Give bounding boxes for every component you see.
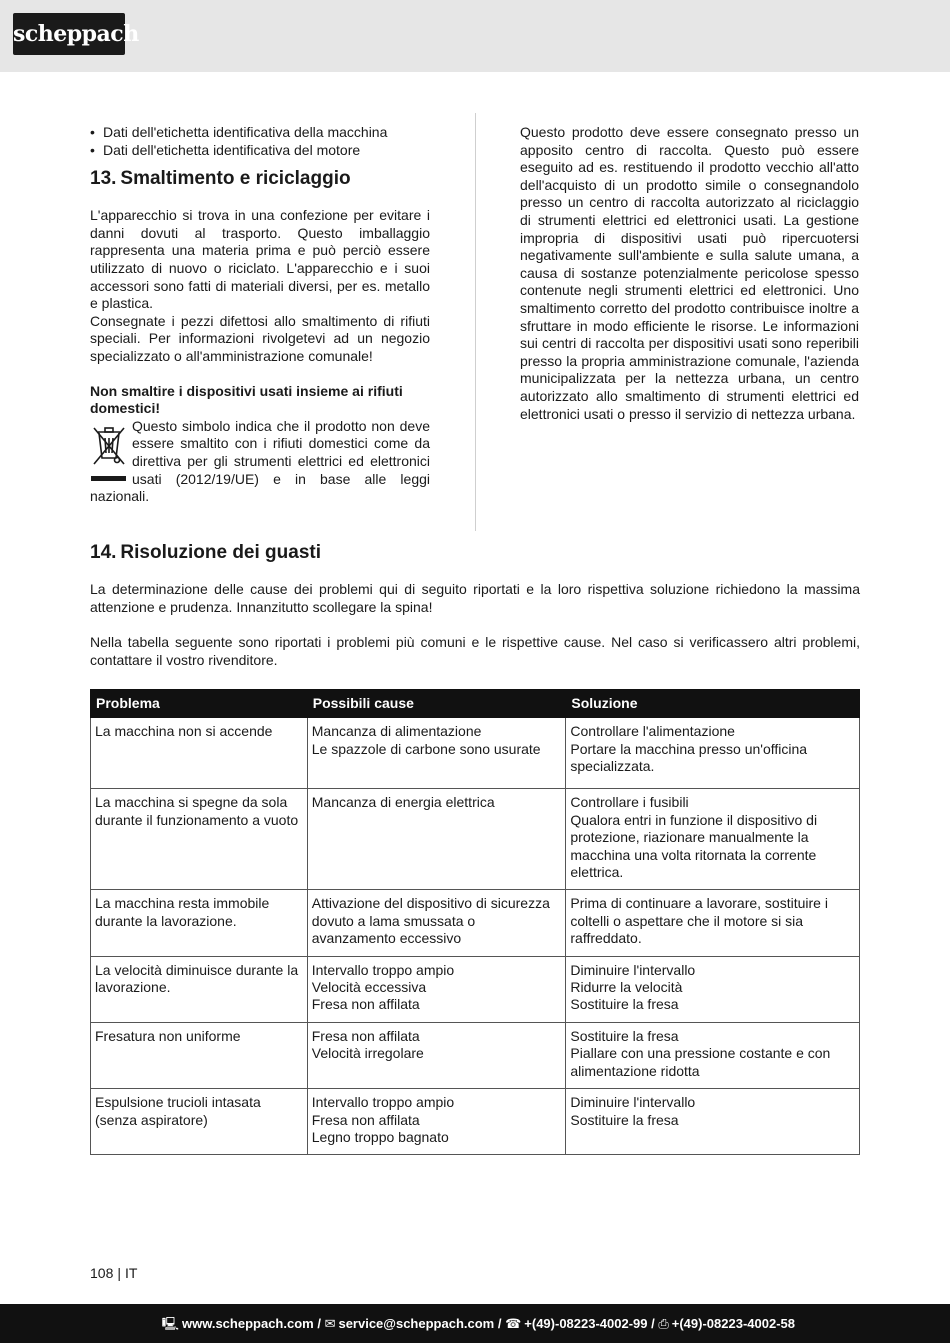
cell-causes [307, 956, 566, 1022]
cell-line: Velocità irregolare [311, 1045, 424, 1062]
cell-causes [307, 718, 566, 789]
cell-solution [566, 1089, 860, 1155]
cell-problem [91, 1089, 308, 1155]
footer-phone: +(49)-08223-4002-99 / [524, 1316, 655, 1331]
special-waste-paragraph: Consegnate i pezzi difettosi allo smaltimento di rifiuti speciali. Per informazioni rivolgetevi ad un negozio specializzato o all'amministrazione comunale! [90, 312, 430, 364]
scheppach-logo: scheppach [13, 13, 125, 55]
cell-line: La macchina si spegne da sola durante il funzionamento a vuoto [95, 794, 299, 828]
page-number [90, 1265, 137, 1281]
cell-line: Diminuire l'intervallo [570, 1094, 696, 1111]
cell-line: Sostituire la fresa [570, 996, 679, 1013]
cell-line: Mancanza di alimentazione [311, 723, 482, 740]
cell-line: Velocità eccessiva [311, 979, 427, 996]
table-row [91, 1089, 860, 1155]
bullet-list [90, 124, 430, 159]
fax-icon: ⎙ [658, 1316, 669, 1331]
left-column [90, 124, 430, 506]
table-row [91, 956, 860, 1022]
cell-line: Ridurre la velocità [570, 979, 683, 996]
footer-web[interactable]: www.scheppach.com / [181, 1316, 321, 1331]
table-row [91, 789, 860, 890]
header-solution: Soluzione [566, 690, 860, 718]
mail-icon: ✉ [324, 1316, 336, 1331]
column-divider [475, 113, 476, 531]
section-14-heading [90, 541, 321, 565]
cell-causes [307, 789, 566, 890]
section-title: Smaltimento e riciclaggio [120, 168, 351, 190]
cell-line: Espulsione trucioli intasata (senza aspiratore) [95, 1094, 261, 1128]
cell-problem [91, 1022, 308, 1088]
cell-line: La macchina resta immobile durante la lavorazione. [95, 895, 270, 929]
section-title: Risoluzione dei guasti [120, 542, 321, 563]
cell-problem [91, 890, 308, 956]
header-problem: Problema [91, 690, 308, 718]
disposal-paragraph: L'apparecchio si trova in una confezione per evitare i danni dovuti al trasporto. Questo imballaggio rappresenta una materia prima e può perciò essere utilizzato di nuovo o riciclato. L'apparecchio e i suoi accessori sono fatti di materiali diversi, per es. metallo e plastica. [90, 207, 430, 312]
table-row [91, 1022, 860, 1088]
cell-causes [307, 1089, 566, 1155]
cell-problem [91, 718, 308, 789]
footer-fax: +(49)-08223-4002-58 [671, 1316, 795, 1331]
cell-problem [91, 789, 308, 890]
weee-description: Questo simbolo indica che il prodotto non deve essere smaltito con i rifiuti domestici come da direttiva per gli strumenti elettrici ed elettronici usati (2012/19/UE) e in base alle leggi nazionali. [90, 417, 430, 505]
cell-line: Controllare l'alimentazione [570, 723, 735, 740]
cell-line: Qualora entri in funzione il dispositivo di protezione, riazionare manualmente la macchina una volta ritornata la corrente elettrica. [570, 811, 818, 881]
cell-line: Controllare i fusibili [570, 794, 689, 811]
cell-line: Fresa non affilata [311, 1111, 420, 1128]
cell-problem [91, 956, 308, 1022]
cell-line: La velocità diminuisce durante la lavorazione. [95, 961, 299, 996]
crossed-out-wheelie-bin-icon [90, 420, 128, 486]
weee-notice [90, 418, 430, 506]
cell-line: Sostituire la fresa [570, 1027, 679, 1044]
table-header-row [91, 690, 860, 718]
cell-solution [566, 890, 860, 956]
cell-line: Piallare con una pressione costante e con alimentazione ridotta [570, 1045, 831, 1079]
cell-line: Le spazzole di carbone sono usurate [311, 740, 541, 757]
cell-solution [566, 718, 860, 789]
cell-solution [566, 1022, 860, 1088]
cell-line: Intervallo troppo ampio [311, 1094, 455, 1111]
cell-line: Sostituire la fresa [570, 1111, 679, 1128]
cell-line: Legno troppo bagnato [311, 1128, 449, 1145]
table-row [91, 890, 860, 956]
footer-contact-bar [0, 1304, 950, 1343]
section-number: 13. [90, 168, 117, 190]
warning-text: Non smaltire i dispositivi usati insieme ai rifiuti domestici! [90, 382, 403, 417]
troubleshooting-intro: La determinazione delle cause dei problemi qui di seguito riportati e la loro rispettiva soluzione richiedono la massima attenzione e prudenza. Innanzitutto scollegare la spina! [90, 581, 860, 615]
right-column [520, 124, 859, 423]
cell-line: Prima di continuare a lavorare, sostituire i coltelli o aspettare che il motore si sia raffreddato. [570, 895, 828, 947]
cell-solution [566, 789, 860, 890]
cell-line: Intervallo troppo ampio [311, 961, 455, 978]
phone-icon: ☎ [505, 1316, 522, 1331]
cell-line: La macchina non si accende [95, 723, 273, 740]
bullet-item: • Dati dell'etichetta identificativa del motore [90, 142, 430, 160]
cell-line: Portare la macchina presso un'officina specializzata. [570, 740, 808, 775]
footer-email[interactable]: service@scheppach.com / [338, 1316, 502, 1331]
header-band [0, 0, 950, 72]
cell-solution [566, 956, 860, 1022]
computer-icon: 🖳 [161, 1316, 179, 1331]
cell-causes [307, 890, 566, 956]
page-language: IT [125, 1265, 138, 1281]
page-number-value: 108 [90, 1265, 114, 1281]
section-13-heading [90, 167, 430, 191]
cell-line: Mancanza di energia elettrica [311, 794, 495, 811]
collection-paragraph: Questo prodotto deve essere consegnato presso un apposito centro di raccolta. Questo può essere eseguito ad es. restituendo il prodotto vecchio all'atto dell'acquisto di un prodotto simile o consegnandolo presso un centro di raccolta autorizzato al riciclaggio di strumenti elettrici ed elettronici usati. La gestione impropria di dispositivi usati può ripercuotersi negativamente sull'ambiente e sulla salute umana, a causa di sostanze potenzialmente pericolose spesso contenute negli strumenti elettrici ed elettronici. Uno smaltimento corretto del prodotto contribuisce inoltre a sfruttare in modo efficiente le risorse. Le informazioni sui centri di raccolta per dispositivi usati sono reperibili presso la propria amministrazione comunale, l'azienda municipalizzata per la nettezza urbana, un centro autorizzato allo smaltimento di strumenti elettrici ed elettronici usati o presso il servizio di nettezza urbana. [520, 124, 859, 422]
cell-causes [307, 1022, 566, 1088]
cell-line: Diminuire l'intervallo [570, 961, 696, 978]
troubleshooting-table [90, 689, 860, 1155]
page-separator: | [117, 1265, 121, 1281]
cell-line: Attivazione del dispositivo di sicurezza dovuto a lama smussata o avanzamento eccessivo [311, 895, 550, 947]
cell-line: Fresatura non uniforme [95, 1027, 241, 1044]
header-causes: Possibili cause [307, 690, 566, 718]
cell-line: Fresa non affilata [311, 996, 420, 1013]
bullet-item: • Dati dell'etichetta identificativa della macchina [90, 124, 430, 142]
section-number: 14. [90, 542, 117, 563]
cell-line: Fresa non affilata [311, 1027, 420, 1044]
table-row [91, 718, 860, 789]
troubleshooting-note: Nella tabella seguente sono riportati i problemi più comuni e le rispettive cause. Nel caso si verificassero altri problemi, contattare il vostro rivenditore. [90, 634, 860, 668]
